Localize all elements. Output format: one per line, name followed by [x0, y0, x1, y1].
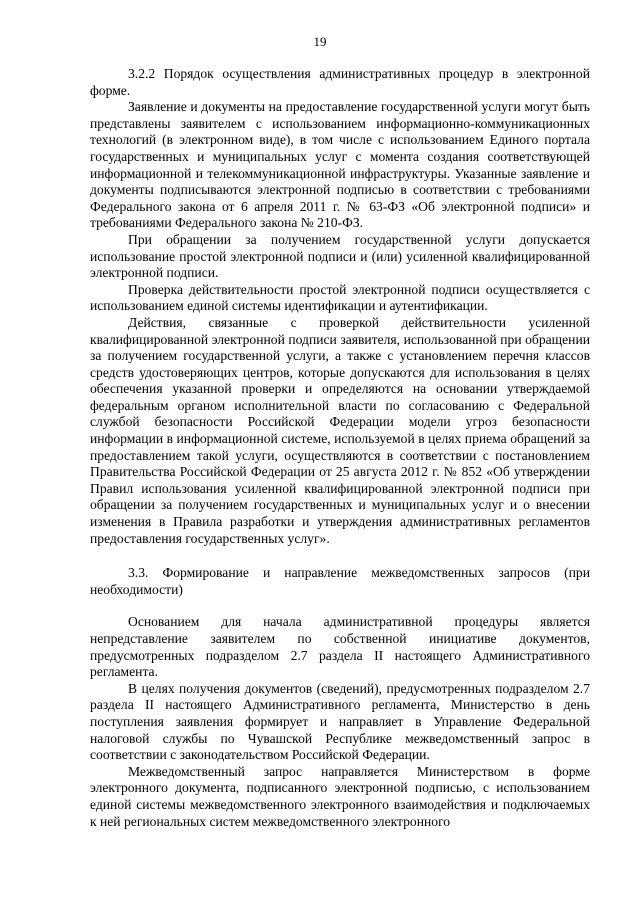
paragraph-section-3-3-heading: 3.3. Формирование и направление межведомственных запросов (при необходимости): [90, 565, 590, 597]
paragraph-request-formation: В целях получения документов (сведений), предусмотренных подразделом 2.7 раздела II настоящего Административного регламента, Министерство в день поступления заявления формирует и направляет в Управление Федеральной налоговой службы по Чувашской Республике межведомственный запрос в соответствии с законодательством Российской Федерации.: [90, 680, 590, 763]
document-body: [90, 66, 590, 830]
paragraph-signature-types: При обращении за получением государственной услуги допускается использование простой электронной подписи и (или) усиленной квалифицированной электронной подписи.: [90, 231, 590, 281]
paragraph-procedure-basis: Основанием для начала административной процедуры является непредставление заявителем по собственной инициативе документов, предусмотренных подразделом 2.7 раздела II настоящего Административного регламента.: [90, 614, 590, 680]
paragraph-electronic-submission: Заявление и документы на предоставление государственной услуги могут быть представлены заявителем с использованием информационно-коммуникационных технологий (в электронном виде), в том числе с использованием Единого портала государственных и муниципальных услуг с момента создания соответствующей информационной и телекоммуникационной инфраструктуры. Указанные заявление и документы подписываются электронной подписью в соответствии с требованиями Федерального закона от 6 апреля 2011 г. № 63-ФЗ «Об электронной подписи» и требованиями Федерального закона № 210-ФЗ.: [90, 99, 590, 231]
page-number: 19: [313, 34, 327, 49]
paragraph-section-3-2-2-heading: 3.2.2 Порядок осуществления административных процедур в электронной форме.: [90, 66, 590, 98]
paragraph-simple-signature-check: Проверка действительности простой электронной подписи осуществляется с использованием единой системы идентификации и аутентификации.: [90, 281, 590, 314]
paragraph-qualified-signature-check: Действия, связанные с проверкой действительности усиленной квалифицированной электронной подписи заявителя, использованной при обращении за получением государственной услуги, а также с установлением перечня классов средств удостоверяющих центров, которые допускаются для использования в целях обеспечения указанной проверки и определяются на основании утверждаемой федеральным органом исполнительной власти по согласованию с Федеральной службой безопасности Российской Федерации модели угроз безопасности информации в информационной системе, используемой в целях приема обращений за предоставлением такой услуги, осуществляются в соответствии с постановлением Правительства Российской Федерации от 25 августа 2012 г. № 852 «Об утверждении Правил использования усиленной квалифицированной электронной подписи при обращении за получением государственных и муниципальных услуг и о внесении изменения в Правила разработки и утверждения административных регламентов предоставления государственных услуг».: [90, 314, 590, 546]
paragraph-request-delivery: Межведомственный запрос направляется Министерством в форме электронного документа, подписанного электронной подписью, с использованием единой системы межведомственного электронного взаимодействия и подключаемых к ней региональных систем межведомственного электронного: [90, 763, 590, 829]
